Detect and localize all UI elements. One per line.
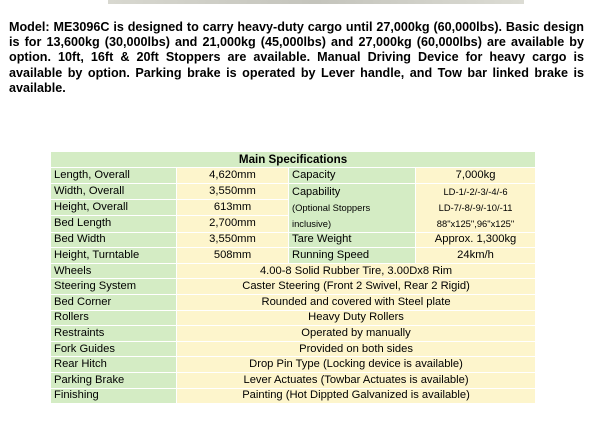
spec-value: Provided on both sides [177,341,536,357]
table-row [51,263,536,279]
spec-value: 7,000kg [416,168,536,184]
spec-label: Steering System [51,279,177,295]
capability-value: LD-7/-8/-9/-10/-11 [438,201,513,213]
table-row [51,232,536,248]
spec-label: Rollers [51,310,177,326]
table-row [51,341,536,357]
spec-label: Restraints [51,326,177,342]
spec-value: 508mm [177,248,289,264]
spec-value: 2,700mm [177,216,289,232]
table-row [51,357,536,373]
spec-value: 24km/h [416,248,536,264]
table-row [51,388,536,404]
table-row [51,310,536,326]
capability-note: (Optional Stoppers [292,201,371,213]
spec-value: 4.00-8 Solid Rubber Tire, 3.00Dx8 Rim [177,263,536,279]
spec-label: Parking Brake [51,372,177,388]
spec-label: Tare Weight [289,232,416,248]
table-title-row [51,152,536,168]
table-row [51,279,536,295]
capability-note: inclusive) [292,217,332,229]
spec-value: 613mm [177,199,289,215]
table-row [51,326,536,342]
spec-label: Height, Overall [51,199,177,215]
spec-value: Heavy Duty Rollers [177,310,536,326]
capability-value: 88"x125",96"x125" [436,217,515,229]
spec-value: Operated by manually [177,326,536,342]
spec-value: Caster Steering (Front 2 Swivel, Rear 2 Rigid) [177,279,536,295]
spec-label: Capacity [289,168,416,184]
table-row [51,372,536,388]
spec-label: Running Speed [289,248,416,264]
spec-label: Bed Length [51,216,177,232]
spec-label: Finishing [51,388,177,404]
spec-value: 4,620mm [177,168,289,184]
capability-label: Capability [292,185,341,198]
spec-value: 3,550mm [177,232,289,248]
spec-label: Width, Overall [51,183,177,199]
table-row [51,183,536,199]
main-specifications-table [50,151,536,404]
spec-value: Approx. 1,300kg [416,232,536,248]
spec-label: Bed Corner [51,294,177,310]
capability-value: LD-1/-2/-3/-4/-6 [443,185,508,197]
spec-value: Painting (Hot Dippted Galvanized is available) [177,388,536,404]
product-description: Model: ME3096C is designed to carry heavy-duty cargo until 27,000kg (60,000lbs). Basic design is for 13,600kg (30,000lbs) and 21,000kg (45,000lbs) and 27,000kg (60,000lbs) are available by option. 10ft, 16ft & 20ft Stoppers are available. Manual Driving Device for heavy cargo is available by option. Parking brake is operated by Lever handle, and Tow bar linked brake is available. [9,20,584,95]
spec-label: Fork Guides [51,341,177,357]
spec-label: Rear Hitch [51,357,177,373]
table-row [51,248,536,264]
table-row [51,294,536,310]
spec-value: Rounded and covered with Steel plate [177,294,536,310]
spec-value: Lever Actuates (Towbar Actuates is available) [177,372,536,388]
spec-label: Length, Overall [51,168,177,184]
top-image-strip [108,0,524,4]
spec-label: Wheels [51,263,177,279]
spec-value: Drop Pin Type (Locking device is available) [177,357,536,373]
table-title: Main Specifications [51,152,536,168]
spec-label: Bed Width [51,232,177,248]
capability-value-cell [416,183,536,232]
spec-label: Height, Turntable [51,248,177,264]
spec-value: 3,550mm [177,183,289,199]
table-row [51,168,536,184]
capability-label-cell [289,183,416,232]
